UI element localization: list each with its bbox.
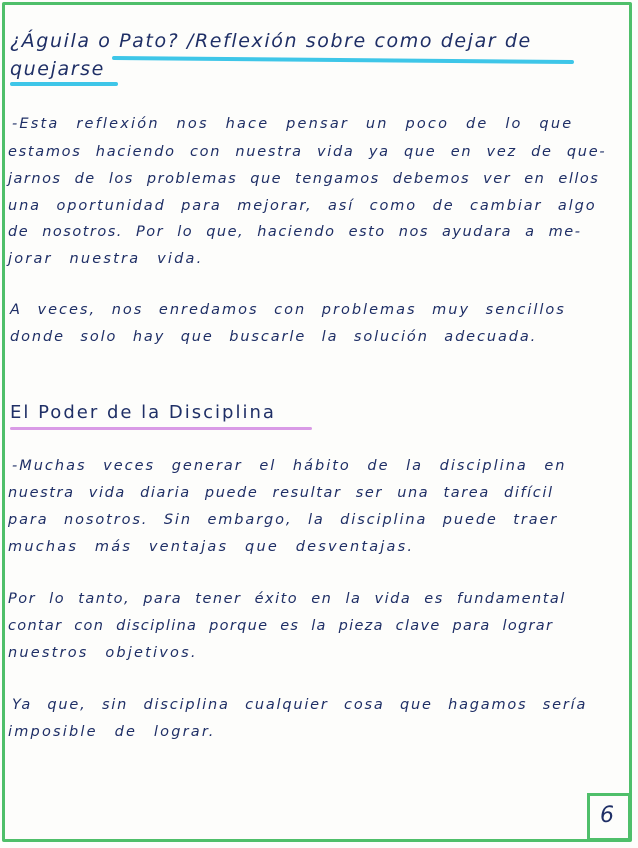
section1-p2-line: A veces, nos enredamos con problemas muy sencillos <box>10 302 566 318</box>
section2-p1-line: muchas más ventajas que desventajas. <box>8 539 415 555</box>
page-number: 6 <box>600 803 614 828</box>
page-title-line-2: quejarse <box>10 58 105 80</box>
section1-p1-line: una oportunidad para mejorar, así como de cambiar algo <box>8 198 597 214</box>
section2-p2-line: contar con disciplina porque es la pieza clave para lograr <box>8 618 554 634</box>
section1-p1-line: -Esta reflexión nos hace pensar un poco de lo que <box>12 116 574 132</box>
section1-p1-line: jarnos de los problemas que tengamos debemos ver en ellos <box>8 171 600 187</box>
section2-p3-line: Ya que, sin disciplina cualquier cosa que hagamos sería <box>12 697 588 713</box>
section2-p1-line: -Muchas veces generar el hábito de la disciplina en <box>12 458 567 474</box>
section2-p2-line: nuestros objetivos. <box>8 645 198 661</box>
section2-heading: El Poder de la Disciplina <box>10 402 276 423</box>
section2-p2-line: Por lo tanto, para tener éxito en la vida es fundamental <box>8 591 566 607</box>
section2-p1-line: para nosotros. Sin embargo, la disciplina puede traer <box>8 512 559 528</box>
section2-p3-line: imposible de lograr. <box>8 724 216 740</box>
section1-p1-line: de nosotros. Por lo que, haciendo esto nos ayudara a me- <box>8 224 582 240</box>
section2-heading-underline <box>10 427 312 430</box>
section1-p2-line: donde solo hay que buscarle la solución adecuada. <box>10 329 538 345</box>
section1-p1-line: estamos haciendo con nuestra vida ya que en vez de que- <box>8 144 607 160</box>
page-title-line-1: ¿Águila o Pato? /Reflexión sobre como dejar de <box>10 30 532 52</box>
title-underline-2 <box>10 82 118 86</box>
section1-p1-line: jorar nuestra vida. <box>8 251 204 267</box>
section2-p1-line: nuestra vida diaria puede resultar ser una tarea difícil <box>8 485 554 501</box>
